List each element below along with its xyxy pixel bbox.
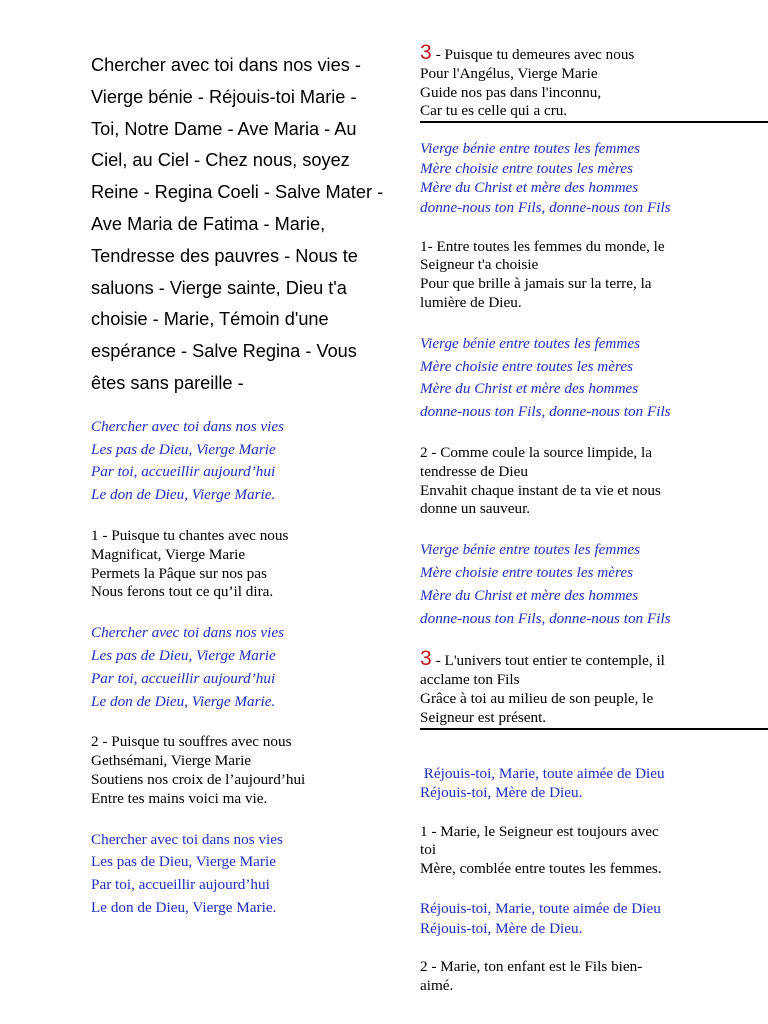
verse-line: Grâce à toi au milieu de son peuple, le [420,689,654,707]
song-list-intro: Chercher avec toi dans nos vies - Vierge bénie - Réjouis-toi Marie - Toi, Notre Dame - Ave Maria - Au Ciel, au Ciel - Chez nous, soyez Reine - Regina Coeli - Salve Mater - Ave Maria de Fatima - Marie, Tendresse des pauvres - Nous te saluons - Vierge sainte, Dieu t'a choisie - Marie, Témoin d'une espérance - Salve Regina - Vous êtes sans pareille - [91,55,384,393]
chorus-line: Réjouis-toi, Marie, toute aimée de Dieu [420,900,661,918]
chorus-line: Mère du Christ et mère des hommes [420,586,639,604]
verse-line: 1 - Marie, le Seigneur est toujours avec [420,822,659,840]
rejouis-chorus [420,764,768,803]
section-divider [420,121,768,123]
vierge-verse-1 [420,238,768,313]
verse-2 [91,733,386,808]
chorus-line: Par toi, accueillir aujourd’hui [91,463,276,481]
chorus-line: Chercher avec toi dans nos vies [91,830,283,848]
verse-line: Permets la Pâque sur nos pas [91,564,267,582]
verse-1 [91,527,386,602]
verse-line: acclame ton Fils [420,671,520,689]
verse-line: 2 - Comme coule la source limpide, la [420,443,652,461]
chorus-line: Vierge bénie entre toutes les femmes [420,140,641,158]
verse-line: Soutiens nos croix de l’aujourd’hui [91,770,306,788]
chorus-line: Réjouis-toi, Mère de Dieu. [420,919,583,937]
verse-line: lumière de Dieu. [420,293,522,311]
verse-line: Pour que brille à jamais sur la terre, la [420,275,652,293]
verse-line: Seigneur t'a choisie [420,256,539,274]
verse-line: Gethsémani, Vierge Marie [91,752,252,770]
verse-line: aimé. [420,977,454,995]
chorus-block [91,622,386,713]
vierge-verse-2 [420,444,768,519]
verse-line: Seigneur est présent. [420,708,547,726]
vierge-chorus [420,139,768,217]
verse-line: 2 - Marie, ton enfant est le Fils bien- [420,958,643,976]
verse-line: Envahit chaque instant de ta vie et nous [420,481,661,499]
rejouis-verse-2 [420,958,768,996]
chorus-line: Chercher avec toi dans nos vies [91,624,285,642]
verse-line: 1 - Puisque tu chantes avec nous [91,526,289,544]
verse-line: Guide nos pas dans l'inconnu, [420,83,602,101]
verse-line: Mère, comblée entre toutes les femmes. [420,860,662,878]
verse-3-univers [420,647,768,727]
chorus-line: Le don de Dieu, Vierge Marie. [91,486,276,504]
chorus-line: Chercher avec toi dans nos vies [91,417,285,435]
verse-line: donne un sauveur. [420,500,531,518]
chorus-line: Mère choisie entre toutes les mères [420,357,633,375]
chorus-line: Les pas de Dieu, Vierge Marie [91,853,276,871]
verse-line: - L'univers tout entier te contemple, il [435,652,665,670]
chorus-line: Mère choisie entre toutes les mères [420,563,633,581]
chorus-block-upright [91,829,386,920]
verse-number: 3 [420,41,432,64]
chorus-line: donne-nous ton Fils, donne-nous ton Fils [420,403,671,421]
verse-line: - Puisque tu demeures avec nous [435,46,635,63]
verse-line: 2 - Puisque tu souffres avec nous [91,733,292,751]
chorus-line: Réjouis-toi, Mère de Dieu. [420,784,583,802]
chorus-line: Les pas de Dieu, Vierge Marie [91,440,276,458]
section-divider [420,728,768,730]
verse-line: Pour l'Angélus, Vierge Marie [420,64,598,82]
verse-line: Entre tes mains voici ma vie. [91,789,268,807]
verse-line: tendresse de Dieu [420,462,528,480]
chorus-line: Réjouis-toi, Marie, toute aimée de Dieu [420,764,665,782]
chorus-line: Mère choisie entre toutes les mères [420,159,633,177]
rejouis-verse-1 [420,823,768,879]
chorus-line: Par toi, accueillir aujourd’hui [91,876,270,894]
verse-line: Car tu es celle qui a cru. [420,102,568,120]
chorus-line: Mère du Christ et mère des hommes [420,179,639,197]
chorus-block [91,416,386,507]
vierge-chorus [420,333,768,424]
vierge-chorus [420,539,768,630]
chorus-line: Les pas de Dieu, Vierge Marie [91,646,276,664]
rejouis-chorus [420,899,768,938]
chorus-line: donne-nous ton Fils, donne-nous ton Fils [420,198,671,216]
chorus-line: Mère du Christ et mère des hommes [420,380,639,398]
verse-line: 1- Entre toutes les femmes du monde, le [420,237,665,255]
left-column [91,50,386,940]
chorus-line: donne-nous ton Fils, donne-nous ton Fils [420,609,671,627]
verse-3-puisque [420,41,768,121]
verse-number: 3 [420,647,432,671]
right-column [420,41,768,1016]
verse-line: Magnificat, Vierge Marie [91,545,246,563]
verse-line: toi [420,841,437,859]
chorus-line: Vierge bénie entre toutes les femmes [420,541,641,559]
chorus-line: Le don de Dieu, Vierge Marie. [91,692,276,710]
chorus-line: Le don de Dieu, Vierge Marie. [91,898,277,916]
chorus-line: Par toi, accueillir aujourd’hui [91,669,276,687]
chorus-line: Vierge bénie entre toutes les femmes [420,334,641,352]
verse-line: Nous ferons tout ce qu’il dira. [91,583,274,601]
